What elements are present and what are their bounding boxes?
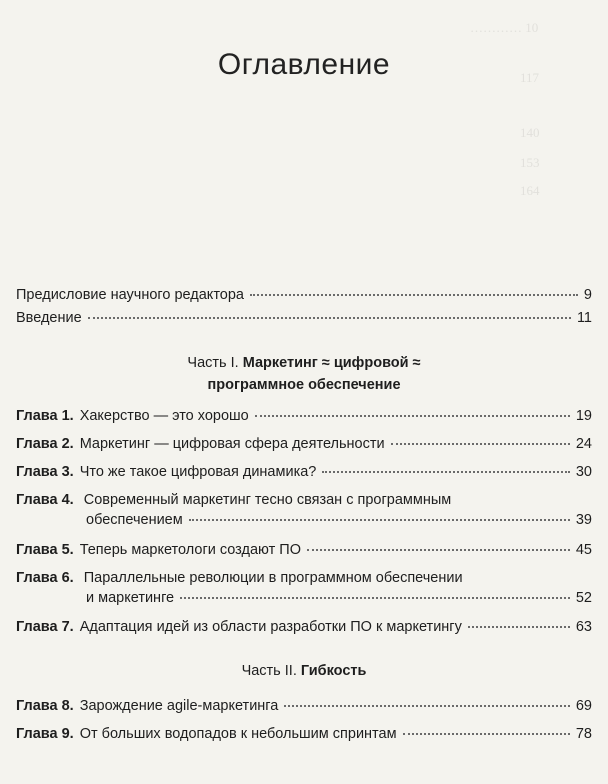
chapter-page: 52: [575, 590, 592, 606]
dot-leader: [403, 733, 570, 735]
toc-entry-chapter-8[interactable]: [16, 696, 592, 716]
dot-leader: [180, 597, 570, 599]
part-title: Гибкость: [300, 663, 367, 679]
dot-leader: [255, 415, 570, 417]
toc-entry-chapter-9[interactable]: [16, 724, 592, 744]
chapter-title: Зарождение agile-маркетинга: [79, 698, 279, 714]
toc-entry-chapter-6[interactable]: [16, 568, 592, 608]
chapter-page: 19: [575, 408, 592, 424]
toc-entry-chapter-1[interactable]: [16, 406, 592, 426]
dot-leader: [307, 549, 570, 551]
dot-leader: [250, 294, 578, 296]
part-prefix: Часть I.: [187, 355, 239, 371]
chapter-title-line1: Параллельные революции в программном обеспечении: [83, 570, 463, 586]
chapter-page: 45: [575, 542, 592, 558]
dot-leader: [284, 705, 570, 707]
bleed-through-decoration: 164: [520, 183, 540, 198]
part-prefix: Часть II.: [241, 663, 297, 679]
bleed-through-decoration: ………… 10: [470, 20, 539, 35]
chapter-title: Хакерство — это хорошо: [79, 408, 249, 424]
bleed-through-decoration: 140: [520, 125, 540, 140]
chapter-page: 30: [575, 464, 592, 480]
part-heading-1: [0, 352, 608, 396]
chapter-title: Теперь маркетологи создают ПО: [79, 542, 301, 558]
chapter-number: Глава 5.: [16, 542, 74, 558]
dot-leader: [189, 519, 570, 521]
chapter-number: Глава 1.: [16, 408, 74, 424]
chapter-title-line2: обеспечением: [86, 512, 183, 528]
chapter-number: Глава 2.: [16, 436, 74, 452]
chapter-title: Маркетинг — цифровая сфера деятельности: [79, 436, 385, 452]
toc-entry-chapter-2[interactable]: [16, 434, 592, 454]
bleed-through-decoration: 153: [520, 155, 540, 170]
chapter-number: Глава 7.: [16, 619, 74, 635]
page-title: Оглавление: [217, 48, 391, 81]
toc-entry-preface[interactable]: [16, 285, 592, 305]
toc-entry-chapter-3[interactable]: [16, 462, 592, 482]
chapter-title: От больших водопадов к небольшим спринтам: [79, 726, 397, 742]
dot-leader: [468, 626, 570, 628]
toc-entry-page: 11: [576, 310, 592, 326]
chapter-number: Глава 3.: [16, 464, 74, 480]
dot-leader: [88, 317, 571, 319]
toc-entry-label: Предисловие научного редактора: [16, 287, 244, 303]
dot-leader: [391, 443, 570, 445]
toc-entry-chapter-5[interactable]: [16, 540, 592, 560]
toc-entry-label: Введение: [16, 310, 82, 326]
chapter-page: 63: [575, 619, 592, 635]
toc-entry-chapter-4[interactable]: [16, 490, 592, 530]
chapter-number: Глава 6.: [16, 570, 74, 586]
chapter-page: 39: [575, 512, 592, 528]
chapter-title: Адаптация идей из области разработки ПО к маркетингу: [79, 619, 462, 635]
part-title-line2: программное обеспечение: [207, 377, 401, 393]
chapter-number: Глава 9.: [16, 726, 74, 742]
toc-entry-page: 9: [583, 287, 592, 303]
chapter-page: 24: [575, 436, 592, 452]
toc-entry-introduction[interactable]: [16, 308, 592, 328]
toc-entry-chapter-7[interactable]: [16, 617, 592, 637]
chapter-title-line2: и маркетинге: [86, 590, 175, 606]
dot-leader: [322, 471, 569, 473]
part-title-line1: Маркетинг ≈ цифровой ≈: [242, 355, 421, 371]
chapter-title: Что же такое цифровая динамика?: [79, 464, 317, 480]
bleed-through-decoration: 117: [520, 70, 540, 85]
chapter-number: Глава 8.: [16, 698, 74, 714]
chapter-number: Глава 4.: [16, 492, 74, 508]
chapter-page: 78: [575, 726, 592, 742]
chapter-page: 69: [575, 698, 592, 714]
chapter-title-line1: Современный маркетинг тесно связан с программным: [83, 492, 452, 508]
part-heading-2: [0, 660, 608, 682]
